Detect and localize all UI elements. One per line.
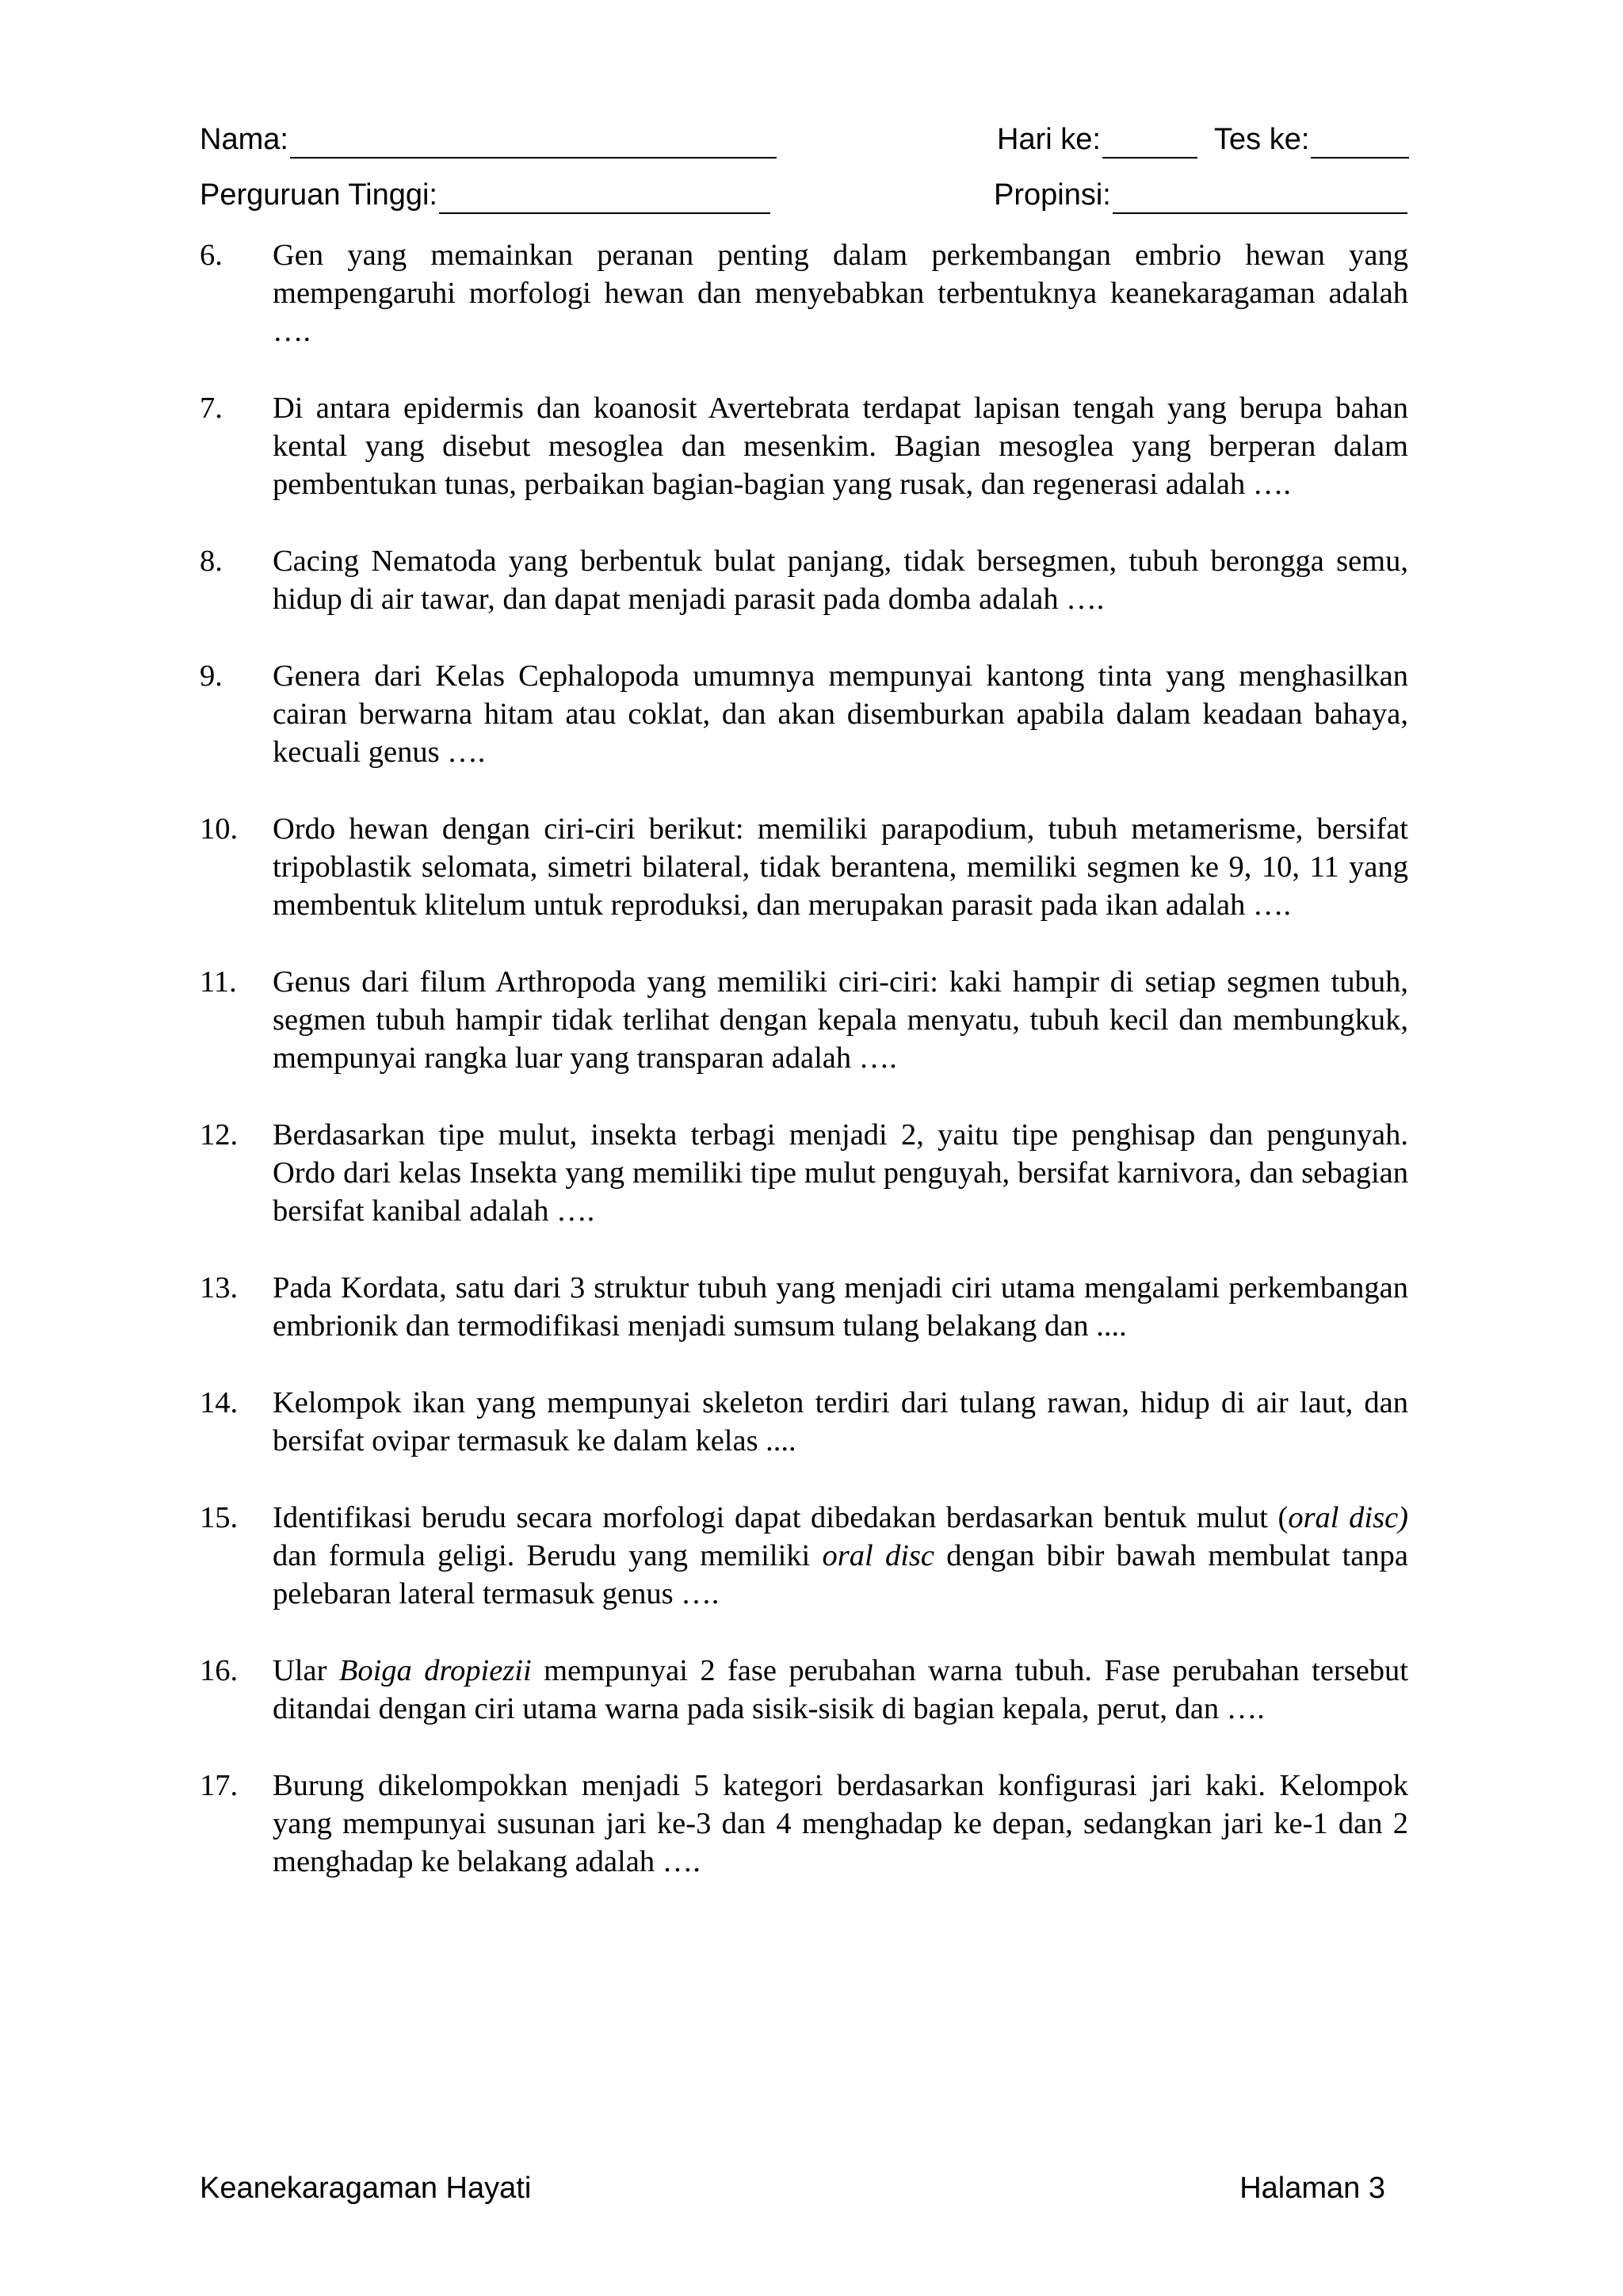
question-text-italic: Boiga dropiezii <box>338 1654 532 1687</box>
question-text-italic: oral disc) <box>1288 1501 1408 1534</box>
hari-label: Hari ke: <box>997 123 1101 156</box>
question-14 <box>200 1384 1408 1460</box>
question-text: Gen yang memainkan peranan penting dalam perkembangan embrio hewan yang mempengaruhi morfologi hewan dan menyebabkan terbentuknya keanekaragaman adalah …. <box>273 239 1408 348</box>
question-number: 10. <box>200 812 239 846</box>
header-row-2 <box>200 176 1411 223</box>
question-6 <box>200 236 1408 350</box>
nama-label: Nama: <box>200 123 288 156</box>
perguruan-tinggi-label: Perguruan Tinggi: <box>200 178 437 212</box>
question-11 <box>200 963 1408 1077</box>
nama-blank-line[interactable] <box>290 127 777 159</box>
tes-label: Tes ke: <box>1214 123 1310 156</box>
propinsi-blank-line[interactable] <box>1113 182 1407 214</box>
question-number: 13. <box>200 1271 239 1305</box>
question-7 <box>200 389 1408 503</box>
question-number: 6. <box>200 239 223 272</box>
question-text-part: Ular <box>273 1654 339 1687</box>
question-text: Berdasarkan tipe mulut, insekta terbagi menjadi 2, yaitu tipe penghisap dan pengunyah. Ordo dari kelas Insekta yang memiliki tipe mulut penguyah, bersifat karnivora, dan sebagian bersifat kanibal adalah …. <box>273 1118 1408 1228</box>
question-13 <box>200 1269 1408 1345</box>
question-number: 16. <box>200 1654 239 1687</box>
question-number: 14. <box>200 1386 239 1419</box>
question-text: Di antara epidermis dan koanosit Avertebrata terdapat lapisan tengah yang berupa bahan kental yang disebut mesoglea dan mesenkim. Bagian mesoglea yang berperan dalam pembentukan tunas, perbaikan bagian-bagian yang rusak, dan regenerasi adalah …. <box>273 392 1408 501</box>
perguruan-tinggi-field <box>200 176 770 214</box>
question-number: 8. <box>200 544 223 578</box>
question-12 <box>200 1116 1408 1230</box>
question-number: 9. <box>200 659 223 693</box>
propinsi-label: Propinsi: <box>994 178 1111 212</box>
question-number: 15. <box>200 1501 239 1534</box>
question-number: 12. <box>200 1118 239 1152</box>
question-text: Kelompok ikan yang mempunyai skeleton terdiri dari tulang rawan, hidup di air laut, dan bersifat ovipar termasuk ke dalam kelas .... <box>273 1386 1408 1457</box>
question-text: Genera dari Kelas Cephalopoda umumnya mempunyai kantong tinta yang menghasilkan cairan berwarna hitam atau coklat, dan akan disemburkan apabila dalam keadaan bahaya, kecuali genus …. <box>273 659 1408 769</box>
question-number: 17. <box>200 1769 239 1802</box>
hari-field <box>997 120 1197 159</box>
propinsi-field <box>994 176 1407 214</box>
question-text: Cacing Nematoda yang berbentuk bulat panjang, tidak bersegmen, tubuh berongga semu, hidup di air tawar, dan dapat menjadi parasit pada domba adalah …. <box>273 544 1408 616</box>
question-text: Genus dari filum Arthropoda yang memiliki ciri-ciri: kaki hampir di setiap segmen tubuh, segmen tubuh hampir tidak terlihat dengan kepala menyatu, tubuh kecil dan membungkuk, mempunyai rangka luar yang transparan adalah …. <box>273 965 1408 1075</box>
question-17 <box>200 1767 1408 1881</box>
question-text-italic: oral disc <box>822 1539 934 1572</box>
footer-page-number: Halaman 3 <box>1239 2172 1385 2205</box>
question-16 <box>200 1652 1408 1728</box>
question-8 <box>200 542 1408 618</box>
question-15 <box>200 1499 1408 1613</box>
hari-blank-line[interactable] <box>1102 127 1197 159</box>
question-9 <box>200 657 1408 771</box>
question-text <box>273 1499 1408 1613</box>
question-text-part: Identifikasi berudu secara morfologi dapat dibedakan berdasarkan bentuk mulut ( <box>273 1501 1289 1534</box>
question-text <box>273 1652 1408 1728</box>
footer-subject: Keanekaragaman Hayati <box>200 2172 532 2205</box>
question-text: Pada Kordata, satu dari 3 struktur tubuh yang menjadi ciri utama mengalami perkembangan embrionik dan termodifikasi menjadi sumsum tulang belakang dan .... <box>273 1271 1408 1343</box>
question-number: 7. <box>200 392 223 425</box>
question-number: 11. <box>200 965 237 999</box>
question-text-part: dengan bibir bawah membulat tanpa pelebaran lateral termasuk genus …. <box>273 1539 1408 1610</box>
tes-field <box>1214 120 1409 159</box>
question-text: Ordo hewan dengan ciri-ciri berikut: memiliki parapodium, tubuh metamerisme, bersifat tripoblastik selomata, simetri bilateral, tidak berantena, memiliki segmen ke 9, 10, 11 yang membentuk klitelum untuk reproduksi, dan merupakan parasit pada ikan adalah …. <box>273 812 1408 922</box>
nama-field <box>200 120 777 159</box>
header-row-1 <box>200 120 1411 168</box>
question-list <box>200 236 1408 1920</box>
question-10 <box>200 810 1408 924</box>
perguruan-tinggi-blank-line[interactable] <box>439 182 770 214</box>
question-text-part: dan formula geligi. Berudu yang memiliki <box>273 1539 823 1572</box>
question-text-part: mempunyai 2 fase perubahan warna tubuh. Fase perubahan tersebut ditandai dengan ciri utama warna pada sisik-sisik di bagian kepala, perut, dan …. <box>273 1654 1408 1725</box>
question-text: Burung dikelompokkan menjadi 5 kategori berdasarkan konfigurasi jari kaki. Kelompok yang mempunyai susunan jari ke-3 dan 4 menghadap ke depan, sedangkan jari ke-1 dan 2 menghadap ke belakang adalah …. <box>273 1769 1408 1878</box>
tes-blank-line[interactable] <box>1311 127 1409 159</box>
